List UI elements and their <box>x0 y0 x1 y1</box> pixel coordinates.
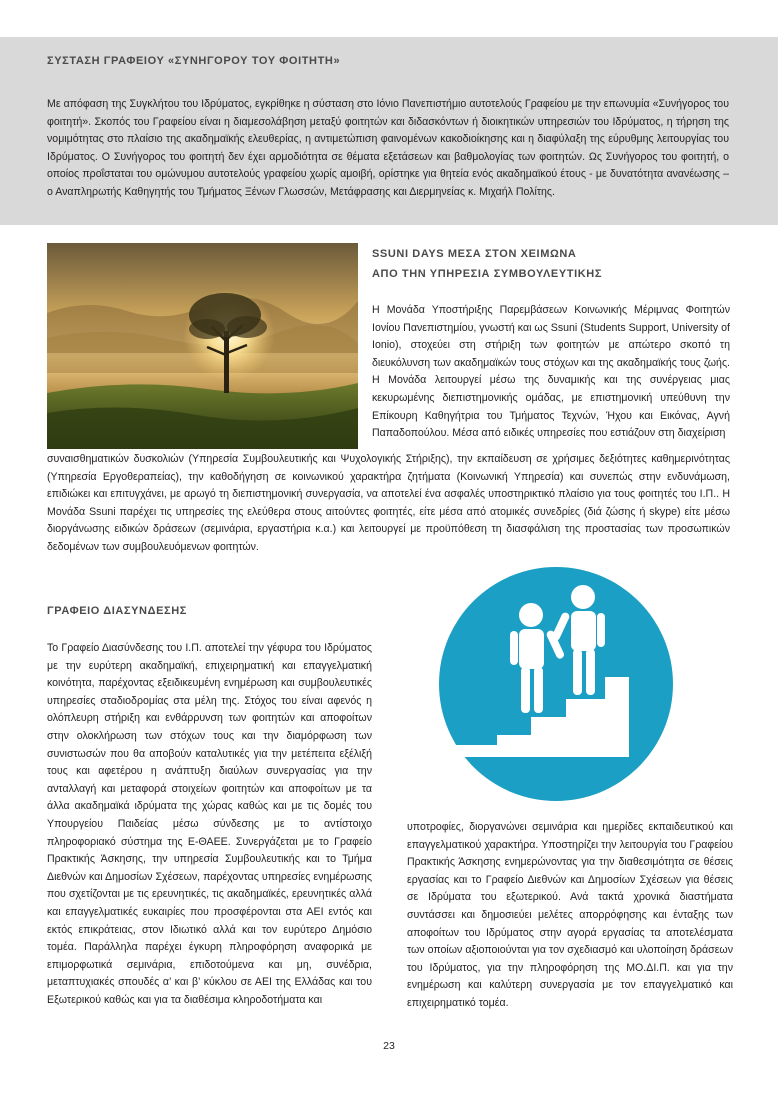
liaison-paragraph-part1: Το Γραφείο Διασύνδεσης του Ι.Π. αποτελεί την γέφυρα του Ιδρύματος με την ευρύτερη ακαδημαϊκή, επιχειρηματική και επαγγελματική κοινότητα, παρέχοντας εξειδικευμένη ενημέρωση και συμβουλευτικές υπηρεσίες σταδιοδρομίας στα μέλη της. Στόχος του είναι αφενός η ολόπλευρη στήριξη και ενθάρρυνση των φοιτητών και αποφοίτων στην ολοκλήρωση των στόχων τους και την διαμόρφωση των συνιστωσών που θα αποβούν καταλυτικές για την μετέπειτα εξέλιξή τους και αφετέρου η ανάπτυξη διαύλων συνεργασίας για την ανταλλαγή και μεταφορά στοιχείων φοιτητών και αποφοίτων με τα άλλα ακαδημαϊκά ιδρύματα της χώρας καθώς και με τις δομές του Υπουργείου Παιδείας μέσω σύνδεσης με το αντίστοιχο πληροφοριακό σύστημα της Ε-ΘΑΕΕ. Συνεργάζεται με το Γραφείο Πρακτικής Άσκησης, την υπηρεσία Συμβουλευτικής και το Τμήμα Διεθνών και Δημοσίων Σχέσεων, παρέχοντας υπηρεσίες ενημέρωσης που σχετίζονται με τις ερευνητικές, τις ακαδημαϊκές, ερευνητικές αλλά και επαγγελματικές ευκαιρίες που προσφέρονται στα ΑΕΙ εντός και εκτός επικράτειας, στον Ιδιωτικό αλλά και τον ευρύτερο Δημόσιο τομέα. Παράλληλα παρέχει έγκυρη πληροφόρηση αναφορικά με επιμορφωτικά σεμινάρια, επιδοτούμενα και μη, συνέδρια, μεταπτυχιακές σπουδές α’ και β’ κύκλου σε ΑΕΙ της Ελλάδας και του Εξωτερικού καθώς και για τα διαθέσιμα κληροδοτήματα και <box>47 642 372 1006</box>
section-heading-ssuni-line1: SSUNI DAYS ΜΕΣΑ ΣΤΟΝ ΧΕΙΜΩΝΑ <box>372 248 577 260</box>
ssuni-paragraph-part2: συναισθηματικών δυσκολιών (Υπηρεσία Συμβουλευτικής και Ψυχολογικής Στήριξης), την εκπαίδευση σε χρήσιμες δεξιότητες καθημερινότητας (Υπηρεσία Εργοθεραπείας), την καθοδήγηση σε κοινωνικού χαρακτήρα ζητήματα (Κοινωνική Υπηρεσία) και συνεπώς στην ενδυνάμωση, επιδιώκει και επιτυγχάνει, με αρωγό τη διεπιστημονική συνεργασία, να αποτελεί ένα ασφαλές υποστηρικτικό πλαίσιο για τους φοιτητές του Ι.Π.. Η Μονάδα Ssuni παρέχει τις υπηρεσίες της ελεύθερα στους αιτούντες φοιτητές, είτε μέσα από ατομικές συνεδρίες (διά ζώσης ή skype) είτε μέσω διοργάνωσης ειδικών δράσεων (σεμινάρια, εργαστήρια κ.α.) και λειτουργεί με προϋπόθεση τη διασφάλιση της προστασίας των προσωπικών δεδομένων των συμβουλευόμενων φοιτητών. <box>47 453 730 553</box>
liaison-paragraph-part2: υποτροφίες, διοργανώνει σεμινάρια και ημερίδες εκπαιδευτικού και επαγγελματικού χαρακτήρα. Υποστηρίζει την λειτουργία του Γραφείου Πρακτικής Άσκησης ενημερώνοντας για την διαθεσιμότητα σε θέσεις εργασίας και το Γραφείο Διεθνών και Δημοσίων Σχέσεων για θέσεις σε Ιδρύματα του εξωτερικού. Ανά τακτά χρονικά διαστήματα συντάσσει και δημοσιεύει μελέτες απορρόφησης και ένταξης των αποφοίτων του Ιδρύματος στην αγορά εργασίας τα αποτελέσματα των οποίων αξιοποιούνται για τον σχεδιασμό και υλοποίηση δράσεων του Ιδρύματος, για την πληροφόρηση της ΜΟ.ΔΙ.Π. και για την ενημέρωση και καλύτερη συνεργασία με τον επαγγελματικό και επιχειρηματικό τομέα. <box>407 821 733 1009</box>
section-heading-ombudsman: ΣΥΣΤΑΣΗ ΓΡΑΦΕΙΟΥ «ΣΥΝΗΓΟΡΟΥ ΤΟΥ ΦΟΙΤΗΤΗ» <box>47 55 341 67</box>
career-stairs-icon <box>439 567 673 801</box>
section-heading-ssuni-line2: ΑΠΟ ΤΗΝ ΥΠΗΡΕΣΙΑ ΣΥΜΒΟΥΛΕΥΤΙΚΗΣ <box>372 268 603 280</box>
section-heading-liaison: ΓΡΑΦΕΙΟ ΔΙΑΣΥΝΔΕΣΗΣ <box>47 605 187 617</box>
sunrise-tree-photo <box>47 243 358 449</box>
page-number: 23 <box>383 1040 395 1052</box>
ssuni-paragraph-part1: Η Μονάδα Υποστήριξης Παρεμβάσεων Κοινωνικής Μέριμνας Φοιτητών Ιονίου Πανεπιστημίου, γνωστή και ως Ssuni (Students Support, University of Ionio), στοχεύει στη στήριξη των φοιτητών με απώτερο σκοπό τη διευκόλυνση των ακαδημαϊκών τους στόχων και της ακαδημαϊκής τους ζωής. Η Μονάδα λειτουργεί μέσω της δυναμικής και της συνέργειας μιας κεκυρωμένης διεπιστημονικής ομάδας, με επιστημονική υπεύθυνη την Επίκουρη Καθηγήτρια του Τμήματος Τεχνών, Ήχου και Εικόνας, Αγνή Παπαδοπούλου. Μέσα από ειδικές υπηρεσίες που εστιάζουν στη διαχείριση <box>372 304 730 440</box>
ombudsman-paragraph: Με απόφαση της Συγκλήτου του Ιδρύματος, εγκρίθηκε η σύσταση στο Ιόνιο Πανεπιστήμιο αυτοτελούς Γραφείου με την επωνυμία «Συνήγορος του φοιτητή». Σκοπός του Γραφείου είναι η διαμεσολάβηση μεταξύ φοιτητών και διδασκόντων ή διοικητικών υπηρεσιών του Ιδρύματος, η τήρηση της νομιμότητας στο πλαίσιο της ακαδημαϊκής ελευθερίας, η αντιμετώπιση φαινομένων κακοδιοίκησης και η διαφύλαξη της εύρυθμης λειτουργίας του Ιδρύματος. Ο Συνήγορος του φοιτητή δεν έχει αρμοδιότητα σε θέματα εξετάσεων και βαθμολογίας των φοιτητών. Ως Συνήγορος του φοιτητή, ο οποίος προΐσταται του ομώνυμου αυτοτελούς γραφείου χωρίς αμοιβή, ορίστηκε για θητεία ενός ακαδημαϊκού έτους - με δυνατότητα ανανέωσης – ο Αναπληρωτής Καθηγητής του Τμήματος Ξένων Γλωσσών, Μετάφρασης και Διερμηνείας κ. Μιχαήλ Πολίτης. <box>47 98 729 198</box>
